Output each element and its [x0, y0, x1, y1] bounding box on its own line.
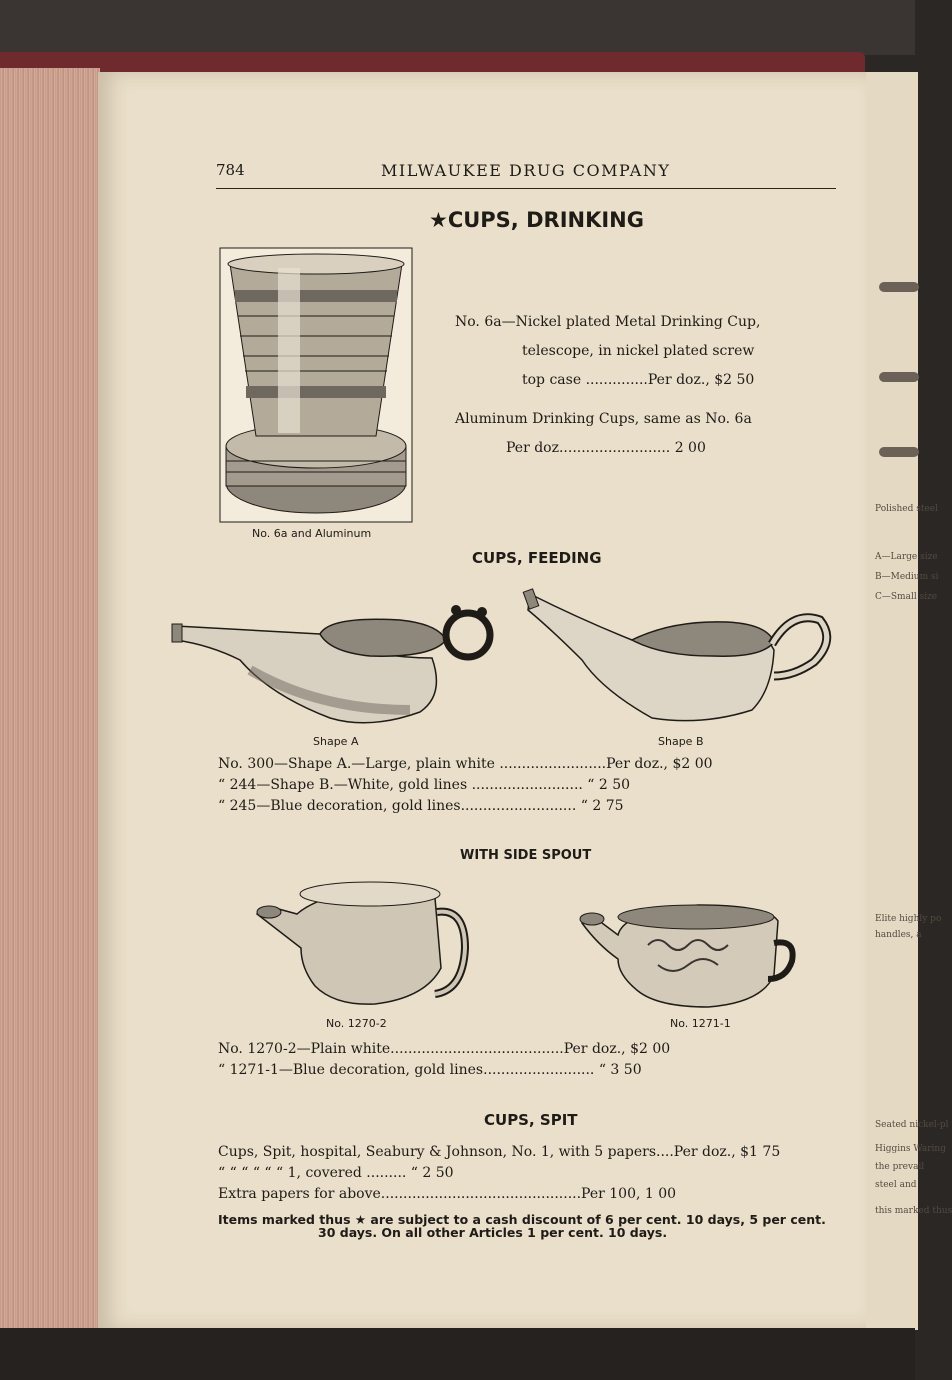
- fragment-text: this marked thus: [875, 1206, 952, 1216]
- caption-1270-2: No. 1270-2: [326, 1017, 387, 1030]
- discount-note-line-1: Items marked thus ★ are subject to a cash discount of 6 per cent. 10 days, 5 per cent.: [218, 1212, 826, 1227]
- side-spout-cup-1271-1: [578, 895, 798, 1015]
- fragment-text: handles, a: [875, 930, 922, 940]
- section-heading-feeding: CUPS, FEEDING: [472, 549, 602, 567]
- caption-shape-b: Shape B: [658, 735, 704, 748]
- book-bottom: [0, 1328, 915, 1380]
- fragment-text: A—Large size: [875, 552, 938, 562]
- section-heading-drinking: ★CUPS, DRINKING: [429, 208, 644, 232]
- fragment-text: steel and: [875, 1180, 917, 1190]
- section-heading-spit: CUPS, SPIT: [484, 1111, 578, 1129]
- page-header-title: MILWAUKEE DRUG COMPANY: [381, 161, 671, 180]
- fragment-text: C—Small size: [875, 592, 938, 602]
- discount-note-line-2: 30 days. On all other Articles 1 per cent. 10 days.: [318, 1225, 668, 1240]
- page-number: 784: [216, 161, 245, 179]
- fragment-text: B—Medium si: [875, 572, 939, 582]
- book-background: [0, 0, 915, 55]
- spit-line-1: Cups, Spit, hospital, Seabury & Johnson, No. 1, with 5 papers....Per doz., $1 75: [218, 1144, 781, 1160]
- feeding-cup-shape-a: [170, 600, 510, 732]
- spit-line-3: Extra papers for above.............................................Per 100, 1 00: [218, 1186, 677, 1202]
- feeding-cup-shape-b: [522, 580, 832, 730]
- caption-drinking: No. 6a and Aluminum: [252, 527, 372, 540]
- drinking-line-3: top case ..............Per doz., $2 50: [522, 372, 755, 388]
- caption-shape-a: Shape A: [313, 735, 359, 748]
- fragment-text: Seated nickel-pl: [875, 1120, 949, 1130]
- spout-line-1: No. 1270-2—Plain white.......................................Per doz., $2 00: [218, 1041, 671, 1057]
- section-heading-side-spout: WITH SIDE SPOUT: [460, 848, 592, 863]
- fragment-text: Polished steel: [875, 504, 938, 514]
- adjacent-page: [862, 72, 952, 1330]
- header-rule: [216, 188, 836, 189]
- spit-line-2: “ “ “ “ “ “ 1, covered ......... “ 2 50: [218, 1165, 454, 1181]
- side-spout-cup-1270-2: [255, 878, 470, 1013]
- drinking-line-2: telescope, in nickel plated screw: [522, 343, 755, 359]
- feeding-line-1: No. 300—Shape A.—Large, plain white ........................Per doz., $2 00: [218, 756, 713, 772]
- fragment-text: the prevail: [875, 1162, 925, 1172]
- fragment-text: Higgins Waring: [875, 1144, 946, 1154]
- book-cover-edge: [0, 52, 865, 74]
- drinking-cup-illustration: [218, 246, 414, 524]
- feeding-line-2: “ 244—Shape B.—White, gold lines ......................... “ 2 50: [218, 777, 631, 793]
- hook-illustration-2: [879, 372, 919, 382]
- hook-illustration-3: [879, 447, 919, 457]
- feeding-line-3: “ 245—Blue decoration, gold lines.......................... “ 2 75: [218, 798, 624, 814]
- fragment-text: Elite highly po: [875, 914, 942, 924]
- hook-illustration-1: [879, 282, 919, 292]
- page-edges: [0, 68, 100, 1328]
- drinking-line-1: No. 6a—Nickel plated Metal Drinking Cup,: [455, 314, 761, 330]
- drinking-line-5: Per doz......................... 2 00: [506, 440, 706, 456]
- drinking-line-4: Aluminum Drinking Cups, same as No. 6a: [455, 411, 752, 427]
- caption-1271-1: No. 1271-1: [670, 1017, 731, 1030]
- spout-line-2: “ 1271-1—Blue decoration, gold lines......................... “ 3 50: [218, 1062, 642, 1078]
